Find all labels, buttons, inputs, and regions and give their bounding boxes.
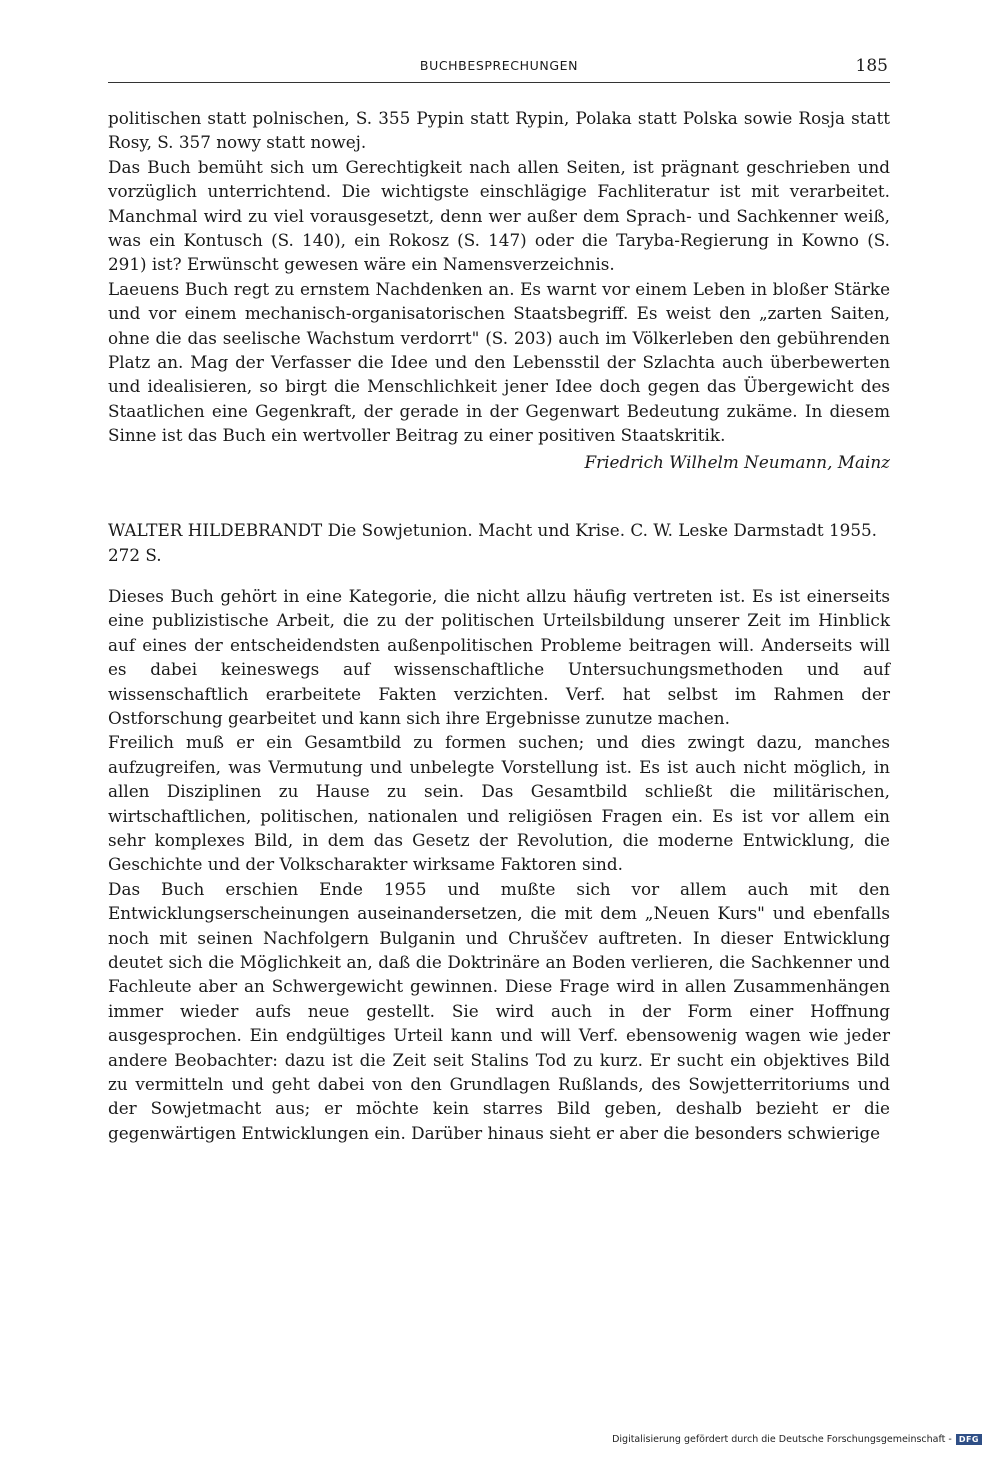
review2-paragraph-1: Dieses Buch gehört in eine Kategorie, die nicht allzu häufig vertreten ist. Es ist einerseits eine publizistische Arbeit, die zu der politischen Urteilsbildung unserer Zeit im Hinblick auf eines der entscheidendsten außenpolitischen Probleme beitragen will. Anderseits will es dabei keineswegs auf wissenschaftliche Untersuchungsmethoden und auf wissenschaftlich erarbeitete Fakten verzichten. Verf. hat selbst im Rahmen der Ostforschung gearbeitet und kann sich ihre Ergebnisse zunutze machen. [108,585,890,728]
review2-paragraph-2: Freilich muß er ein Gesamtbild zu formen suchen; und dies zwingt dazu, manches aufzugreifen, was Vermutung und unbelegte Vorstellung ist. Es ist auch nicht möglich, in allen Disziplinen zu Hause zu sein. Das Gesamtbild schließt die militärischen, wirtschaftlichen, politischen, nationalen und religiösen Fragen ein. Es ist vor allem ein sehr komplexes Bild, in dem das Gesetz der Revolution, die moderne Entwicklung, die Geschichte und der Volkscharakter wirksame Faktoren sind. [108,732,890,875]
page-number: 185 [855,56,888,76]
running-title: BUCHBESPRECHUNGEN [419,58,579,73]
page-header [108,52,890,83]
review1-paragraph-1: politischen statt polnischen, S. 355 Pypin statt Rypin, Polaka statt Polska sowie Rosja statt Rosy, S. 357 nowy statt nowej. [108,108,890,153]
review2-heading: WALTER HILDEBRANDT Die Sowjetunion. Macht und Krise. C. W. Leske Darmstadt 1955. 272 S. [108,520,878,565]
dfg-logo: DFG [956,1434,982,1445]
footer-text: Digitalisierung gefördert durch die Deutsche Forschungsgemeinschaft - [612,1434,952,1445]
review1-paragraph-3: Laeuens Buch regt zu ernstem Nachdenken an. Es warnt vor einem Leben in bloßer Stärke und vor einem mechanisch-organisatorischen Staatsbegriff. Es weist den „zarten Saiten, ohne die das seelische Wachstum verdorrt" (S. 203) auch im Völkerleben den gebührenden Platz an. Mag der Verfasser die Idee und den Lebensstil der Szlachta auch überbewerten und idealisieren, so birgt die Menschlichkeit jener Idee doch gegen das Übergewicht des Staatlichen eine Gegenkraft, der gerade in der Gegenwart Bedeutung zukäme. In diesem Sinne ist das Buch ein wertvoller Beitrag zu einer positiven Staatskritik. [108,278,890,446]
review1-signature: Friedrich Wilhelm Neumann, Mainz [584,451,890,472]
review2-paragraph-3: Das Buch erschien Ende 1955 und mußte sich vor allem auch mit den Entwicklungserscheinungen auseinandersetzen, die mit dem „Neuen Kurs" und ebenfalls noch mit seinen Nachfolgern Bulganin und Chruščev auftreten. In dieser Entwicklung deutet sich die Möglichkeit an, daß die Doktrinäre an Boden verlieren, die Sachkenner und Fachleute aber an Schwergewicht gewinnen. Diese Frage wird in allen Zusammenhängen immer wieder aufs neue gestellt. Sie wird auch in der Form einer Hoffnung ausgesprochen. Ein endgültiges Urteil kann und will Verf. ebensowenig wagen wie jeder andere Beobachter: dazu ist die Zeit seit Stalins Tod zu kurz. Er sucht ein objektives Bild zu vermitteln und geht dabei von den Grundlagen Rußlands, des Sowjetterritoriums und der Sowjetmacht aus; er möchte kein starres Bild geben, deshalb bezieht er die gegenwärtigen Entwicklungen ein. Darüber hinaus sieht er aber die besonders schwierige [108,878,890,1143]
review1-paragraph-2: Das Buch bemüht sich um Gerechtigkeit nach allen Seiten, ist prägnant geschrieben und vorzüglich unterrichtend. Die wichtigste einschlägige Fachliteratur ist mit verarbeitet. Manchmal wird zu viel vorausgesetzt, denn wer außer dem Sprach- und Sachkenner weiß, was ein Kontusch (S. 140), ein Rokosz (S. 147) oder die Taryba-Regierung in Kowno (S. 291) ist? Erwünscht gewesen wäre ein Namensverzeichnis. [108,156,890,275]
page-body [108,106,890,1145]
digitization-footer [612,1434,982,1445]
